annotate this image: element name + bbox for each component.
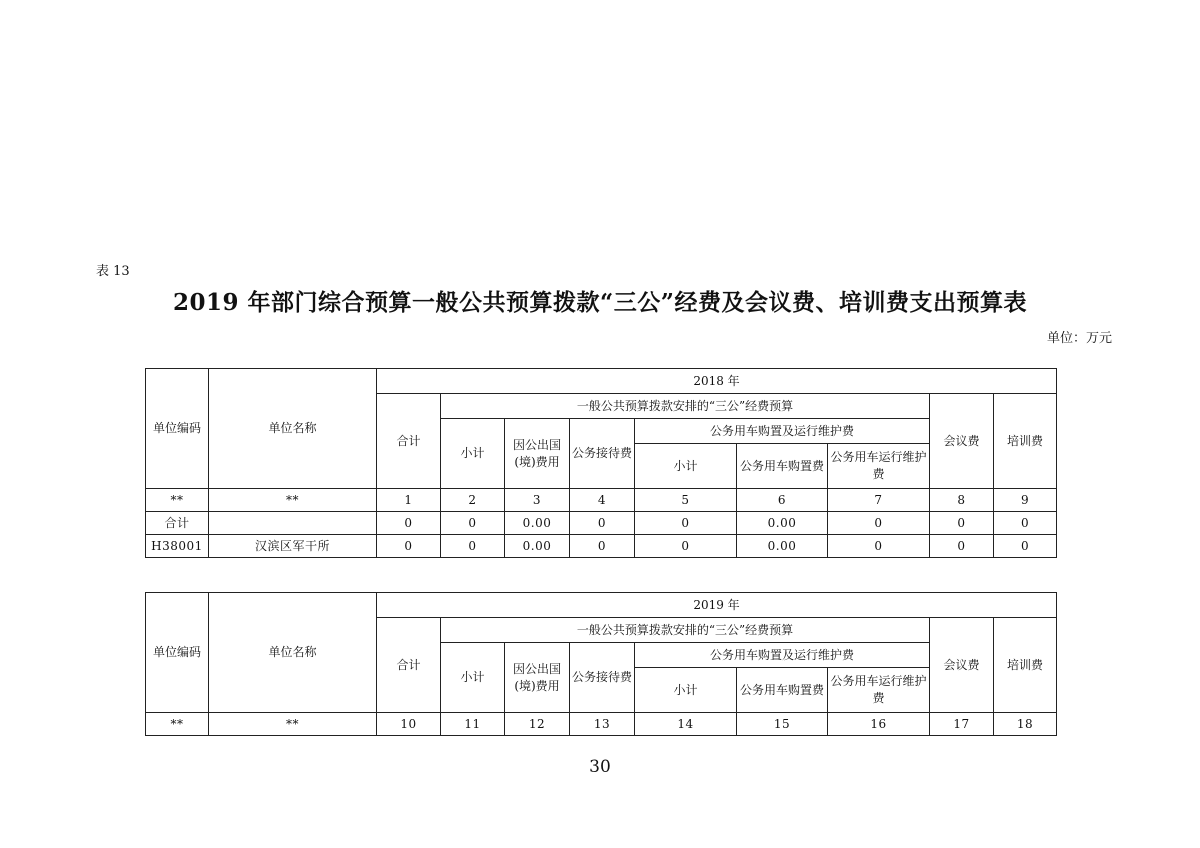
table-cell [209, 512, 377, 535]
table-cell: 0 [635, 535, 737, 558]
header-year: 2018 年 [377, 369, 1057, 394]
table-cell: 0 [441, 512, 505, 535]
table-cell: 0.00 [505, 535, 570, 558]
table-cell: 12 [505, 713, 570, 736]
table-cell: 0 [994, 535, 1057, 558]
table-cell: 11 [441, 713, 505, 736]
header-year: 2019 年 [377, 593, 1057, 618]
table-cell: 合计 [146, 512, 209, 535]
table-cell: 5 [635, 489, 737, 512]
table-cell: 8 [930, 489, 994, 512]
header-training: 培训费 [994, 394, 1057, 489]
table-label: 表 13 [96, 264, 130, 279]
table-cell: 0 [828, 535, 930, 558]
header-vehicle-purchase: 公务用车购置费 [737, 444, 828, 489]
table-cell: 0 [930, 535, 994, 558]
table-cell: 0 [930, 512, 994, 535]
header-unit-name: 单位名称 [209, 593, 377, 713]
header-meeting: 会议费 [930, 618, 994, 713]
table-cell: 0 [377, 512, 441, 535]
table-cell: 9 [994, 489, 1057, 512]
table-cell: ** [146, 713, 209, 736]
header-unit-code: 单位编码 [146, 593, 209, 713]
header-reception: 公务接待费 [570, 419, 635, 489]
table-cell: 3 [505, 489, 570, 512]
header-training: 培训费 [994, 618, 1057, 713]
header-abroad: 因公出国(境)费用 [505, 643, 570, 713]
table-cell: 0.00 [505, 512, 570, 535]
table-cell: 0 [828, 512, 930, 535]
header-meeting: 会议费 [930, 394, 994, 489]
table-cell: 15 [737, 713, 828, 736]
table-cell: ** [146, 489, 209, 512]
table-cell: 1 [377, 489, 441, 512]
table-cell: 0 [377, 535, 441, 558]
index-row [146, 489, 1057, 512]
table-row-total [146, 512, 1057, 535]
document-title: 2019 年部门综合预算一般公共预算拨款“三公”经费及会议费、培训费支出预算表 [173, 289, 1027, 316]
table-cell: 0 [635, 512, 737, 535]
unit-label: 单位：万元 [1046, 331, 1112, 346]
header-subtotal: 小计 [441, 643, 505, 713]
header-reception: 公务接待费 [570, 643, 635, 713]
header-vehicle-subtotal: 小计 [635, 668, 737, 713]
budget-table-2019 [145, 592, 1057, 736]
table-cell: 0 [570, 535, 635, 558]
table-cell: 17 [930, 713, 994, 736]
header-vehicle-purchase: 公务用车购置费 [737, 668, 828, 713]
header-subtotal: 小计 [441, 419, 505, 489]
table-cell: 0 [441, 535, 505, 558]
header-three-expenses: 一般公共预算拨款安排的“三公”经费预算 [441, 394, 930, 419]
table-row [146, 535, 1057, 558]
table-cell: 2 [441, 489, 505, 512]
header-unit-code: 单位编码 [146, 369, 209, 489]
table-cell: 7 [828, 489, 930, 512]
index-row [146, 713, 1057, 736]
header-vehicle-subtotal: 小计 [635, 444, 737, 489]
table-cell: 4 [570, 489, 635, 512]
table-cell: 18 [994, 713, 1057, 736]
table-cell: 16 [828, 713, 930, 736]
table-cell: 6 [737, 489, 828, 512]
header-abroad: 因公出国(境)费用 [505, 419, 570, 489]
header-vehicle-operation: 公务用车运行维护费 [828, 668, 930, 713]
table-cell: 0 [994, 512, 1057, 535]
table-cell: 13 [570, 713, 635, 736]
header-total: 合计 [377, 394, 441, 489]
table-cell: 0.00 [737, 535, 828, 558]
table-cell: H38001 [146, 535, 209, 558]
table-cell: 14 [635, 713, 737, 736]
table-cell: 0.00 [737, 512, 828, 535]
header-unit-name: 单位名称 [209, 369, 377, 489]
budget-table-2018 [145, 368, 1057, 558]
table-cell: ** [209, 489, 377, 512]
header-vehicle-group: 公务用车购置及运行维护费 [635, 643, 930, 668]
header-vehicle-group: 公务用车购置及运行维护费 [635, 419, 930, 444]
table-cell: ** [209, 713, 377, 736]
header-vehicle-operation: 公务用车运行维护费 [828, 444, 930, 489]
table-cell: 汉滨区军干所 [209, 535, 377, 558]
header-three-expenses: 一般公共预算拨款安排的“三公”经费预算 [441, 618, 930, 643]
page-number: 30 [589, 757, 611, 777]
table-cell: 0 [570, 512, 635, 535]
table-cell: 10 [377, 713, 441, 736]
header-total: 合计 [377, 618, 441, 713]
